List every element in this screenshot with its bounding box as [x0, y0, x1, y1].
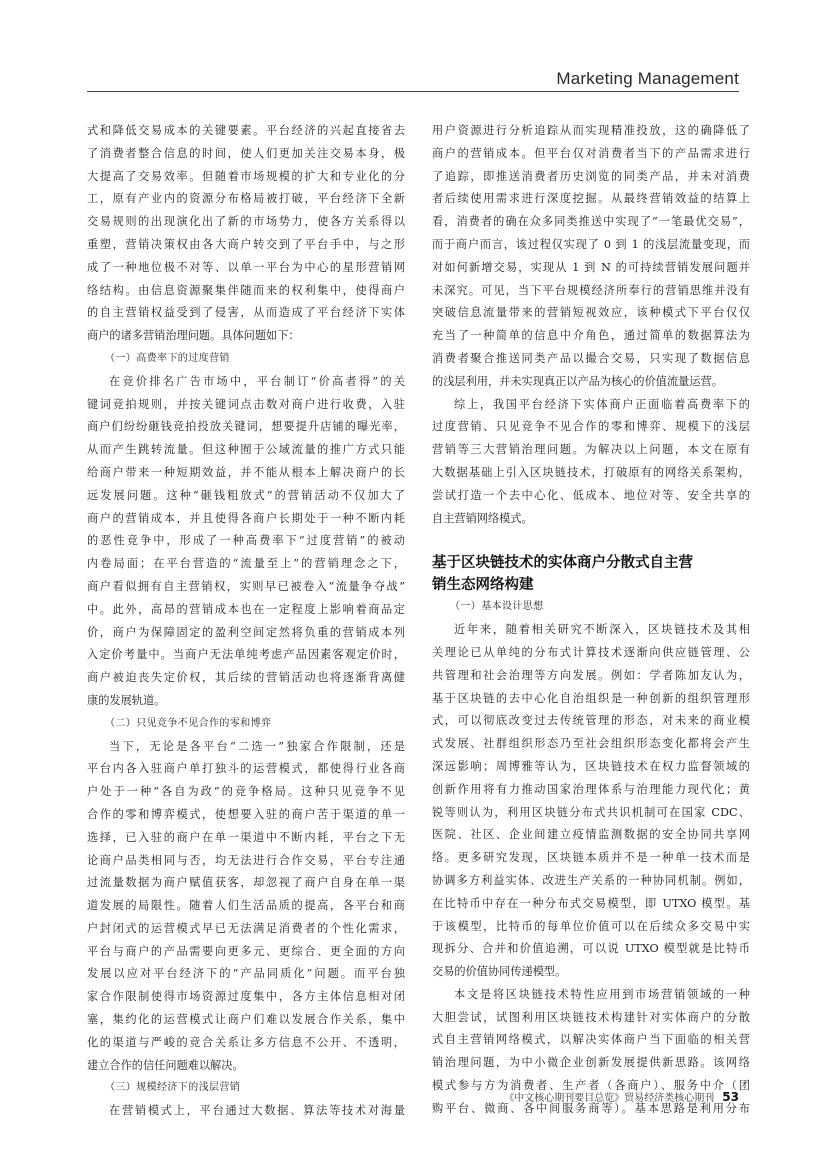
- text-line: 建立合作的信任问题难以解决。: [87, 1058, 244, 1072]
- text-line: 者后续使用需求进行深度挖掘。从最终营销效益的结算上: [432, 192, 750, 206]
- text-line: 看，消费者的确在众多同类推送中实现了“一笔最优交易”，: [432, 215, 750, 229]
- text-line: 过度营销、只见竞争不见合作的零和博弈、规模下的浅层: [432, 420, 750, 434]
- text-line: 创新作用将有力推动国家治理体系与治理能力现代化；黄: [432, 782, 750, 796]
- subsection-heading: （三）规模经济下的浅层营销: [105, 1082, 241, 1094]
- text-line: 尝试打造一个去中心化、低成本、地位对等、安全共享的: [432, 488, 750, 502]
- paragraph-first-line: 在营销模式上，平台通过大数据、算法等技术对海量: [109, 1104, 405, 1118]
- text-line: 协调多方利益实体、改进生产关系的一种协同机制。例如，: [432, 873, 750, 887]
- text-line: 商户们纷纷砸钱竞拍投放关键词，想要提升店铺的曝光率，: [87, 420, 405, 434]
- text-line: 式和降低交易成本的关键要素。平台经济的兴起直接省去: [87, 124, 405, 137]
- text-line: 平台与商户的产品需要向更多元、更综合、更全面的方向: [87, 944, 405, 958]
- text-line: 键词竞拍规则，并按关键词点击数对商户进行收费，入驻: [87, 397, 405, 411]
- text-line: 自主营销网络模式。: [432, 511, 533, 525]
- text-line: 络。更多研究发现，区块链本质并不是一种单一技术而是: [432, 851, 750, 865]
- text-line: 充当了一种简单的信息中介角色，通过简单的数据算法为: [432, 329, 750, 343]
- paragraph-first-line: 当下，无论是各平台“二选一”独家合作限制，还是: [109, 739, 405, 753]
- text-line: 商户被迫丧失定价权，其后续的营销活动也将逐渐背离健: [87, 671, 405, 685]
- text-line: 成了一种地位极不对等、以单一平台为中心的星形营销网: [87, 260, 405, 274]
- text-line: 营销等三大营销治理问题。为解决以上问题，本文在原有: [432, 443, 750, 457]
- text-line: 了消费者整合信息的时间，使人们更加关注交易本身，极: [87, 146, 405, 160]
- text-line: 户封闭式的运营模式早已无法满足消费者的个性化需求，: [87, 921, 405, 935]
- text-line: 消费者聚合推送同类产品以撮合交易，只实现了数据信息: [432, 351, 750, 365]
- text-line: 医院、社区、企业间建立疫情监测数据的安全协同共享网: [432, 828, 750, 842]
- text-line: 未深究。可见，当下平台规模经济所奉行的营销思维并没有: [432, 283, 750, 297]
- text-line: 化的渠道与严峻的竞合关系让多方信息不公开、不透明，: [87, 1035, 405, 1049]
- text-line: 销治理问题，为中小微企业创新发展提供新思路。该网络: [432, 1056, 750, 1070]
- text-line: 现拆分、合并和价值追溯，可以说 UTXO 模型就是比特币: [432, 942, 750, 956]
- text-line: 的自主营销权益受到了侵害，从而造成了平台经济下实体: [87, 306, 405, 320]
- text-line: 络结构。由信息资源聚集伴随而来的权利集中，使得商户: [87, 283, 405, 297]
- text-line: 远发展问题。这种“砸钱粗放式”的营销活动不仅加大了: [87, 488, 405, 502]
- text-line: 大数据基础上引入区块链技术，打破原有的网络关系架构，: [432, 465, 750, 479]
- text-line: 给商户带来一种短期效益，并不能从根本上解决商户的长: [87, 465, 405, 479]
- text-line: 的恶性竞争中，形成了一种高费率下“过度营销”的被动: [87, 534, 405, 548]
- text-line: 重塑，营销决策权由各大商户转交到了平台手中，与之形: [87, 237, 405, 251]
- text-line: 关理论已从单纯的分布式计算技术逐渐向供应链管理、公: [432, 645, 750, 659]
- paragraph-first-line: 综上，我国平台经济下实体商户正面临着高费率下的: [454, 397, 750, 411]
- page-footer: [504, 1089, 739, 1104]
- text-line: 论商户品类相同与否，均无法进行合作交易，平台专注通: [87, 853, 405, 867]
- text-line: 深远影响；周博雅等认为，区块链技术在权力监督领域的: [432, 759, 750, 773]
- footer-journal-info: 《中文核心期刊要目总览》贸易经济类核心期刊: [504, 1093, 715, 1104]
- text-line: 交易的价值协同传递模型。: [432, 965, 567, 979]
- text-line: 的浅层利用，并未实现真正以产品为核心的价值流量运营。: [432, 374, 723, 388]
- text-line: 选择，已入驻的商户在单一渠道中不断内耗，平台之下无: [87, 830, 405, 844]
- text-line: 购平台、微商、各中间服务商等）。基本思路是利用分布: [432, 1101, 750, 1115]
- subsection-heading: （一）高费率下的过度营销: [105, 352, 230, 364]
- section-heading-line: 销生态网络构建: [432, 577, 534, 594]
- text-line: 基于区块链的去中心化自治组织是一种创新的组织管理形: [432, 691, 750, 705]
- text-line: 式发展、社群组织形态乃至社会组织形态变化都将会产生: [432, 737, 750, 751]
- text-line: 商户看似拥有自主营销权，实则早已被卷入“流量争夺战”: [87, 579, 405, 593]
- paragraph-first-line: 在竞价排名广告市场中，平台制订“价高者得”的关: [109, 374, 405, 388]
- section-spacer: [432, 530, 750, 552]
- text-line: 模式参与方为消费者、生产者（各商户）、服务中介（团: [432, 1079, 750, 1093]
- text-line: 家合作限制使得市场资源过度集中，各方主体信息相对闭: [87, 990, 405, 1004]
- text-line: 康的发展轨道。: [87, 693, 166, 707]
- text-line: 共管理和社会治理等方向发展。例如：学者陈加友认为，: [432, 668, 750, 682]
- text-line: 过流量数据为商户赋值获客，却忽视了商户自身在单一渠: [87, 876, 405, 890]
- paragraph-first-line: 本文是将区块链技术特性应用到市场营销领域的一种: [454, 987, 750, 1001]
- text-line: 商户的营销成本，并且使得各商户长期处于一种不断内耗: [87, 511, 405, 525]
- subsection-heading: （二）只见竞争不见合作的零和博弈: [105, 717, 272, 729]
- left-column: [87, 120, 405, 1123]
- header-divider: [87, 91, 739, 92]
- text-line: 合作的零和博弈模式，使想要入驻的商户苦于渠道的单一: [87, 807, 405, 821]
- text-line: 平台内各入驻商户单打独斗的运营模式，都使得行业各商: [87, 762, 405, 776]
- text-line: 大胆尝试，试图利用区块链技术构建针对实体商户的分散: [432, 1010, 750, 1024]
- journal-section-title: Marketing Management: [556, 69, 739, 88]
- text-line: 锐等则认为，利用区块链分布式共识机制可在国家 CDC、: [432, 805, 750, 819]
- text-line: 户处于一种“各自为政”的竞争格局。这种只见竞争不见: [87, 785, 405, 799]
- text-line: 从而产生跳转流量。但这种囿于公域流量的推广方式只能: [87, 443, 405, 457]
- text-line: 交易规则的出现演化出了新的市场势力，使各方关系得以: [87, 215, 405, 229]
- text-line: 于该模型，比特币的每单位价值可以在后续众多交易中实: [432, 919, 750, 933]
- text-line: 而于商户而言，该过程仅实现了 0 到 1 的浅层流量变现，而: [432, 237, 750, 251]
- text-line: 中。此外，高昂的营销成本也在一定程度上影响着商品定: [87, 602, 405, 616]
- text-line: 式，可以彻底改变过去传统管理的形态，对未来的商业模: [432, 714, 750, 728]
- text-line: 突破信息流量带来的营销短视效应，该种模式下平台仅仅: [432, 306, 750, 320]
- paragraph-first-line: 近年来，随着相关研究不断深入，区块链技术及其相: [454, 623, 750, 637]
- text-line: 在比特币中存在一种分布式交易模型，即 UTXO 模型。基: [432, 896, 750, 910]
- text-line: 工，原有产业内的资源分布格局被打破，平台经济下全新: [87, 192, 405, 206]
- text-line: 大提高了交易效率。但随着市场规模的扩大和专业化的分: [87, 169, 405, 183]
- text-line: 发展以应对平台经济下的“产品同质化”问题。而平台独: [87, 967, 405, 981]
- text-line: 式自主营销网络模式，以解决实体商户当下面临的相关营: [432, 1033, 750, 1047]
- text-line: 道发展的局限性。随着人们生活品质的提高，各平台和商: [87, 899, 405, 913]
- text-line: 价，商户为保障固定的盈利空间定然将负重的营销成本列: [87, 625, 405, 639]
- text-line: 商户的营销成本。但平台仅对消费者当下的产品需求进行: [432, 146, 750, 160]
- subsection-heading: （一）基本设计思想: [450, 601, 544, 613]
- text-line: 对如何新增交易，实现从 1 到 N 的可持续营销发展问题并: [432, 260, 750, 274]
- right-column: [432, 120, 750, 1121]
- text-line: 塞，集约化的运营模式让商户们难以发展合作关系，集中: [87, 1013, 405, 1027]
- text-line: 内卷局面；在平台营造的“流量至上”的营销理念之下，: [87, 557, 405, 571]
- text-line: 了追踪，即推送消费者历史浏览的同类产品，并未对消费: [432, 169, 750, 183]
- text-line: 商户的诸多营销治理问题。具体问题如下：: [87, 329, 300, 343]
- page-number: 53: [722, 1090, 739, 1104]
- text-line: 入定价考量中。当商户无法单纯考虑产品因素客观定价时，: [87, 648, 405, 662]
- text-line: 用户资源进行分析追踪从而实现精准投放，这的确降低了: [432, 124, 750, 137]
- section-heading-line: 基于区块链技术的实体商户分散式自主营: [432, 555, 693, 572]
